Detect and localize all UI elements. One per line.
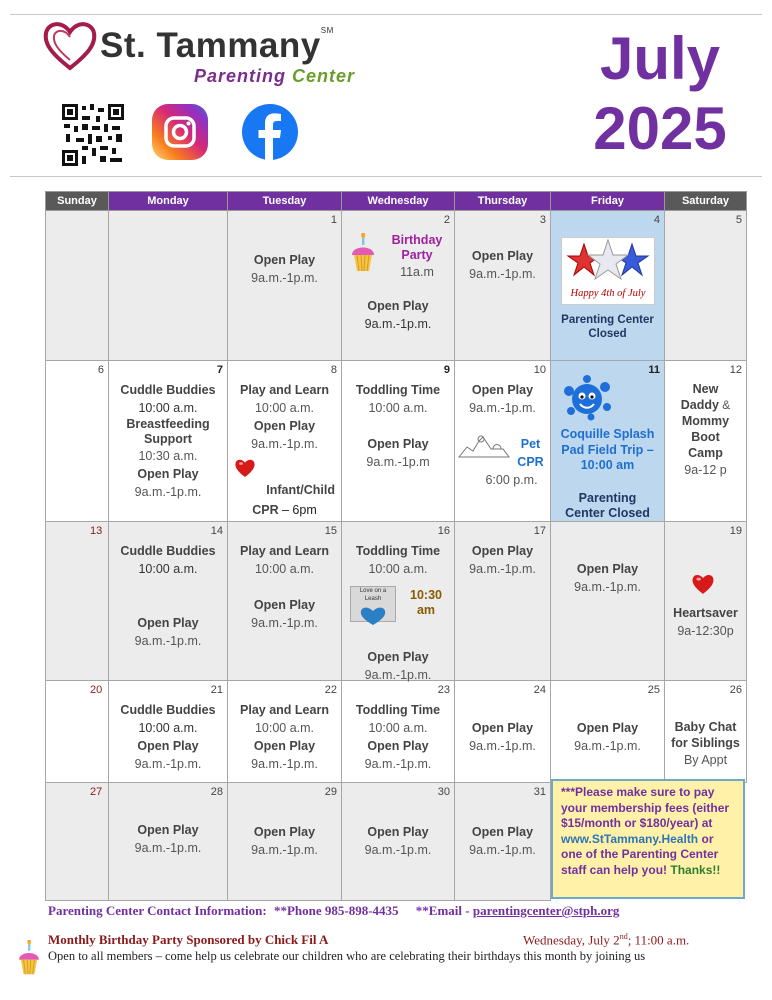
note-thanks: Thanks!! [670, 862, 721, 877]
event-title: Infant/Child [266, 483, 335, 497]
calendar-day[interactable] [46, 361, 109, 522]
facebook-icon[interactable] [242, 104, 298, 160]
day-number: 26 [729, 684, 742, 696]
stars-icon [562, 238, 654, 284]
calendar-week-row [46, 361, 747, 522]
calendar-day[interactable] [46, 783, 109, 901]
event-time: 10:00 a.m. [138, 721, 198, 735]
event-time: 9a.m.-1p.m. [251, 616, 318, 630]
birthday-cupcake-icon [17, 940, 41, 976]
event-title: Breastfeeding Support [126, 417, 210, 446]
birthday-party-description: Open to all members – come help us celebrate our children who are celebrating their birthdays this month by joining us [48, 949, 646, 963]
event-title: Play and Learn [240, 383, 329, 397]
event-title: Open Play [367, 299, 429, 313]
event-time: 9a.m.-1p.m. [469, 739, 536, 753]
event-time: 10:00 a.m. [368, 562, 428, 576]
day-number: 24 [533, 684, 546, 696]
event-title: Open Play [576, 721, 639, 735]
event-title: Open Play [253, 825, 316, 839]
weekday-header: Sunday [46, 192, 109, 211]
event-title: Camp [688, 446, 723, 460]
heart-logo-icon [42, 18, 98, 74]
contact-phone[interactable]: **Phone 985-898-4435 [273, 903, 399, 918]
event-time: 9a.m.-1p.m. [469, 401, 536, 415]
calendar-day[interactable] [109, 522, 228, 681]
day-number: 5 [735, 214, 742, 226]
calendar-day[interactable] [455, 361, 551, 522]
email-link[interactable]: parentingcenter@stph.org [472, 903, 620, 918]
day-number: 23 [437, 684, 450, 696]
calendar-day-empty [46, 211, 109, 361]
calendar-day[interactable] [551, 522, 665, 681]
calendar-day-closed[interactable] [551, 211, 665, 361]
event-title: Cuddle Buddies [120, 383, 216, 397]
closed-note: Parenting Center Closed [565, 491, 650, 520]
event-time: 10:00 a.m. [254, 401, 315, 415]
contact-info [48, 903, 619, 919]
event-time: 10:00 a.m. [368, 721, 428, 735]
event-time: 6:00 p.m. [485, 473, 538, 487]
event-time: 10:30 a.m. [138, 449, 198, 463]
day-number: 13 [90, 525, 103, 537]
calendar-day[interactable] [665, 681, 747, 783]
day-number: 31 [533, 786, 546, 798]
event-title: Mommy [681, 414, 730, 428]
july-4th-banner [561, 237, 655, 305]
event-time: 9a.m.-1p.m. [134, 485, 202, 499]
calendar-day[interactable] [228, 361, 342, 522]
event-title: Open Play [137, 823, 199, 837]
instagram-icon[interactable] [152, 104, 208, 160]
love-on-a-leash-badge [350, 586, 396, 622]
calendar-day[interactable] [109, 361, 228, 522]
day-number: 1 [330, 214, 337, 226]
event-time: 9a.m.-1p.m. [469, 843, 536, 857]
day-number: 19 [729, 525, 742, 537]
day-number: 7 [216, 364, 223, 376]
event-time: 9a.m.-1p.m. [251, 437, 318, 451]
calendar-day[interactable] [228, 522, 342, 681]
day-number: 28 [210, 786, 223, 798]
event-title: Open Play [253, 598, 316, 612]
day-number: 20 [90, 684, 103, 696]
calendar-day[interactable] [665, 211, 747, 361]
month-year-title [560, 24, 760, 164]
event-title: Boot [691, 430, 720, 444]
calendar-day[interactable] [342, 681, 455, 783]
event-time: 9a.m.-1p.m. [469, 562, 536, 576]
day-number: 8 [330, 364, 337, 376]
event-title: New [692, 382, 719, 396]
event-time: 9a.m.-1p.m. [469, 267, 536, 281]
event-time: 9a.m.-1p.m. [251, 271, 318, 285]
event-title: Open Play [471, 249, 534, 263]
calendar-day[interactable] [228, 783, 342, 901]
day-number: 10 [533, 364, 546, 376]
event-title: Open Play [137, 467, 199, 481]
calendar-day[interactable] [342, 211, 455, 361]
event-time: 10:00 a.m. [138, 562, 198, 576]
website-link[interactable]: www.StTammany.Health [561, 831, 699, 846]
event-ampersand: & [722, 398, 731, 412]
org-subtitle: Parenting Center [194, 66, 356, 86]
weekday-header: Friday [551, 192, 665, 211]
calendar-day[interactable] [551, 681, 665, 783]
top-rule [10, 14, 762, 15]
pets-icon [457, 433, 511, 459]
event-title: Open Play [367, 825, 429, 839]
event-time: 9a.m.-1p.m. [134, 841, 202, 855]
calendar-day[interactable] [46, 681, 109, 783]
event-time: 10:00 a.m. [368, 401, 428, 415]
note-text: or one of the Parenting Center staff can help you! [561, 831, 719, 877]
event-time: 10:30 [410, 588, 442, 602]
contact-label: Parenting Center Contact Information: [48, 903, 267, 918]
birthday-party-date: Wednesday, July 2nd; 11:00 a.m. [523, 932, 690, 948]
event-time: 9a.m.-1p.m. [574, 580, 641, 594]
event-time: 9a-12:30p [677, 624, 734, 638]
event-title: for Siblings [671, 736, 740, 750]
event-time: 9a-12 p [684, 463, 727, 477]
weekday-header: Tuesday [228, 192, 342, 211]
event-time: 9a.m.-1p.m. [134, 757, 202, 771]
calendar-day[interactable] [228, 681, 342, 783]
day-number: 30 [437, 786, 450, 798]
event-title: Toddling Time [355, 703, 441, 717]
calendar-day[interactable] [109, 783, 228, 901]
calendar-day[interactable] [665, 361, 747, 522]
event-title: Birthday Party [391, 233, 443, 262]
weekday-header: Wednesday [342, 192, 455, 211]
heart-icon [234, 457, 256, 479]
blue-heart-icon [351, 603, 395, 627]
event-time: By Appt [683, 753, 728, 767]
day-number: 29 [324, 786, 337, 798]
event-time: – 6pm [282, 503, 317, 517]
org-logo [42, 18, 362, 88]
day-number: 16 [437, 525, 450, 537]
event-title: Open Play [471, 721, 534, 735]
calendar-day[interactable] [342, 783, 455, 901]
event-title: Open Play [471, 825, 534, 839]
day-number: 14 [210, 525, 223, 537]
calendar-day-closed[interactable] [551, 361, 665, 522]
email-label: **Email - [415, 903, 470, 918]
calendar-week-row [46, 211, 747, 361]
org-name: St. Tammany℠ [100, 26, 334, 65]
instagram-glyph-icon [152, 104, 208, 160]
day-number: 21 [210, 684, 223, 696]
day-number: 9 [443, 364, 450, 376]
event-title: Coquille Splash Pad Field Trip – 10:00 am [560, 427, 655, 472]
calendar-week-row [46, 522, 747, 681]
calendar-day-empty [109, 211, 228, 361]
note-text: ***Please make sure to pay your membership fees (either $15/month or $180/year) at [561, 785, 730, 830]
event-time: 11a.m [400, 265, 434, 279]
event-title: Open Play [137, 739, 199, 753]
event-title: Open Play [253, 739, 316, 753]
event-time: 9a.m.-1p.m. [574, 739, 641, 753]
birthday-cupcake-icon [350, 233, 376, 273]
event-time: 9a.m.-1p.m. [364, 668, 432, 682]
event-title: Toddling Time [355, 544, 441, 558]
qr-code-icon[interactable] [62, 104, 124, 166]
event-title: Open Play [471, 383, 534, 397]
day-number: 2 [443, 214, 450, 226]
event-time: 9a.m.-1p.m. [364, 317, 432, 331]
day-number: 6 [97, 364, 104, 376]
event-title: Open Play [471, 544, 534, 558]
header-rule [10, 176, 762, 177]
day-number: 15 [324, 525, 337, 537]
day-number: 17 [533, 525, 546, 537]
month-title: July [599, 25, 721, 92]
day-number: 25 [647, 684, 660, 696]
event-title: Open Play [367, 437, 429, 451]
closed-note: Parenting Center Closed [561, 314, 654, 340]
calendar-day[interactable] [455, 783, 551, 901]
event-time: am [416, 603, 436, 617]
event-title: Play and Learn [240, 703, 329, 717]
weekday-header: Thursday [455, 192, 551, 211]
day-number: 4 [653, 214, 660, 226]
day-number: 12 [729, 364, 742, 376]
event-title: Heartsaver [673, 606, 738, 620]
event-title: CPR [252, 503, 279, 517]
calendar-week-row [46, 681, 747, 783]
calendar-day[interactable] [46, 522, 109, 681]
event-title: Open Play [576, 562, 639, 576]
calendar-day[interactable] [455, 681, 551, 783]
event-title: Open Play [367, 650, 429, 664]
membership-fee-note [551, 779, 745, 899]
event-time: 9a.m.-1p.m. [251, 757, 318, 771]
calendar-day[interactable] [665, 522, 747, 681]
event-title: Open Play [253, 253, 316, 267]
day-number: 27 [90, 786, 103, 798]
calendar-day[interactable] [455, 211, 551, 361]
event-title: Open Play [253, 419, 316, 433]
event-time: 10:00 a.m. [254, 562, 315, 576]
event-title: Play and Learn [240, 544, 329, 558]
event-time: 9a.m.-1p.m. [364, 757, 432, 771]
event-time: 10:00 a.m. [254, 721, 315, 735]
event-time: 9a.m.-1p.m. [134, 634, 202, 648]
leash-label: Love on a Leash [359, 588, 387, 602]
event-title: Pet [520, 437, 541, 451]
event-title: Cuddle Buddies [120, 544, 216, 558]
event-title: Open Play [137, 616, 199, 630]
weekday-header: Monday [109, 192, 228, 211]
banner-text: Happy 4th of July [570, 288, 646, 299]
event-time: 9a.m.-1p.m. [251, 843, 318, 857]
day-number: 11 [648, 364, 660, 376]
facebook-glyph-icon [242, 104, 298, 160]
event-time: 9a.m.-1p.m [366, 455, 430, 469]
day-number: 22 [324, 684, 337, 696]
event-title: Baby Chat [674, 720, 737, 734]
event-title: Daddy [680, 398, 719, 412]
day-number: 3 [539, 214, 546, 226]
weekday-header: Saturday [665, 192, 747, 211]
year-title: 2025 [593, 95, 727, 162]
calendar-day[interactable] [455, 522, 551, 681]
calendar-day[interactable] [342, 361, 455, 522]
event-title: Cuddle Buddies [120, 703, 216, 717]
event-title: CPR [517, 455, 544, 469]
event-time: 10:00 a.m. [138, 401, 198, 415]
event-time: 9a.m.-1p.m. [364, 843, 432, 857]
calendar-day[interactable] [342, 522, 455, 681]
splash-icon [561, 373, 613, 421]
calendar-day[interactable] [109, 681, 228, 783]
weekday-header-row [46, 192, 747, 211]
calendar-day[interactable] [228, 211, 342, 361]
event-title: Open Play [367, 739, 429, 753]
heart-icon [691, 572, 715, 596]
event-title: Toddling Time [355, 383, 441, 397]
birthday-party-title: Monthly Birthday Party Sponsored by Chick Fil A [48, 932, 329, 947]
